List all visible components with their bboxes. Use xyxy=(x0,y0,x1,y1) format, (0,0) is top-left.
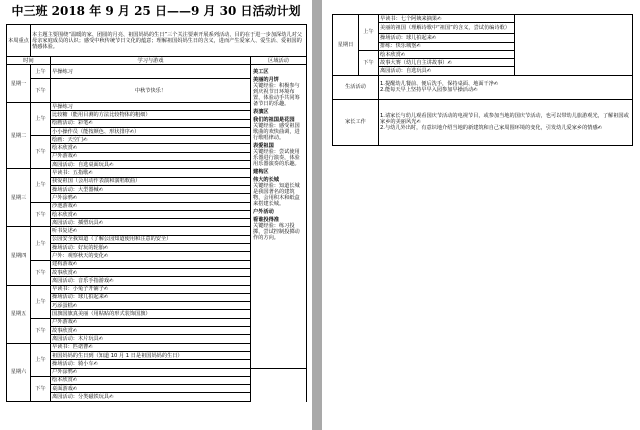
tuesday-morning-item: 比较糖（能用目测的方法比较物体的粗细） xyxy=(51,111,251,119)
area-title: 表爱祖国 xyxy=(253,143,274,149)
area-title: 美工区 xyxy=(253,69,269,75)
area-sub: 我们的祖国是花园 xyxy=(253,117,295,123)
area-body: 关键经验：感受祖国歌曲的欢快曲调，进行歌唱律动。 xyxy=(253,123,300,141)
parent-work-content xyxy=(379,99,633,145)
wednesday-morning-item: 操场活动：大型器械✍ xyxy=(51,185,251,193)
tuesday-afternoon-item: 绘画：天空门✍ xyxy=(51,136,251,144)
pm-label: 下午 xyxy=(31,318,51,343)
friday-morning-item: 巧添蛋糕✍ xyxy=(51,302,251,310)
wednesday-morning-item: 我爱祖国（会用动作表演和演唱歌曲） xyxy=(51,177,251,185)
wednesday-afternoon-item: 绘本欣赏✍ xyxy=(51,210,251,218)
document-page-left xyxy=(0,0,312,430)
friday-afternoon-item: 故事欣赏✍ xyxy=(51,327,251,335)
saturday-afternoon-item: 离园活动：分类磁铁玩具✍ xyxy=(51,393,251,401)
saturday-morning-item: 操场活动：骑小车✍ xyxy=(51,360,251,368)
tuesday-morning-item: 绘画活动：彩笔✍ xyxy=(51,119,251,127)
day-label-monday: 星期一 xyxy=(7,65,31,103)
area-empty-cell xyxy=(515,15,633,76)
sunday-afternoon-item: 绘本欣赏✍ xyxy=(379,50,515,58)
tuesday-afternoon-item: 户外游戏✍ xyxy=(51,152,251,160)
focus-label: 本周重点 xyxy=(7,25,31,57)
area-body: 关键经验：练习投掷，尝试控制投掷动作的方向。 xyxy=(253,223,300,241)
wednesday-morning-item: 早读书：五指歌✍ xyxy=(51,169,251,177)
thursday-morning-item: 操场活动：好玩的轮胎✍ xyxy=(51,244,251,252)
header-activities: 学习与游戏 xyxy=(51,57,251,65)
parent-work-item: 2.与幼儿外出时，有意识地介绍当地的新建筑和自己家周围环境的变化，引发幼儿爱家乡的情感✍ xyxy=(380,125,602,132)
thursday-morning-item: 公园安全我知道（了解公园知道使用和注意的安全） xyxy=(51,235,251,243)
area-body: 关键经验：积极参与到庆祝节日环境布置，体验动手共同筹备节日的乐趣。 xyxy=(253,83,300,107)
area-sub: 美丽的月饼 xyxy=(253,77,279,83)
sunday-morning-item: 美丽的祖国（理解诗歌中“祖国”的含义，尝试仿编诗歌） xyxy=(379,23,515,34)
saturday-afternoon-item: 桌面游戏✍ xyxy=(51,385,251,393)
sunday-afternoon-item: 故事大赛（幼儿自主讲故事）✍ xyxy=(379,59,515,67)
day-label-tuesday: 星期二 xyxy=(7,103,31,169)
thursday-afternoon-item: 建构游戏✍ xyxy=(51,260,251,268)
area-title: 户外活动 xyxy=(253,209,274,215)
day-label-friday: 星期五 xyxy=(7,285,31,343)
tuesday-morning-item: 早操练习 xyxy=(51,103,251,111)
mid-autumn-banner: 中秋节快乐！ xyxy=(51,79,251,103)
tuesday-afternoon-item: 绘本欣赏✍ xyxy=(51,144,251,152)
area-title: 建构区 xyxy=(253,169,269,175)
tuesday-afternoon-item: 离园活动：自选桌面玩具✍ xyxy=(51,161,251,169)
monday-morning-item: 早操练习 xyxy=(51,65,251,79)
day-label-wednesday: 星期三 xyxy=(7,169,31,227)
document-title: 中三班 2018 年 9 月 25 日——9 月 30 日活动计划 xyxy=(11,4,301,18)
sunday-afternoon-item: 离园活动：自选玩具✍ xyxy=(379,67,515,75)
focus-text: 本主题主要围绕“温暖的家、团圆的月亮、祖国妈妈的生日”三个关注要素开展系列活动，目的在于进一步加深幼儿对父母亲家庭成员的认识；感受中秋传统节日文化的蕴意；理解祖国妈妈生日的含义，进而产生爱家人、爱生活、爱祖国的情感体验。 xyxy=(31,25,307,57)
pm-label: 下午 xyxy=(31,376,51,401)
am-label: 上午 xyxy=(31,169,51,202)
wednesday-afternoon-item: 沙池游戏✍ xyxy=(51,202,251,210)
friday-morning-item: 国旗国旗真美丽（用粘贴的形式装饰国旗） xyxy=(51,310,251,318)
pm-label: 下午 xyxy=(31,260,51,285)
friday-morning-item: 操场活动：球儿拍起来✍ xyxy=(51,293,251,301)
life-activities-label: 生活活动 xyxy=(333,75,379,99)
header-time: 时间 xyxy=(7,57,51,65)
am-label: 上午 xyxy=(31,227,51,260)
area-title: 表演区 xyxy=(253,109,269,115)
thursday-afternoon-item: 故事欣赏✍ xyxy=(51,268,251,276)
saturday-morning-item: 早读书：匹诺曹✍ xyxy=(51,343,251,351)
friday-afternoon-item: 离园活动：木片玩具✍ xyxy=(51,335,251,343)
life-item: 2.能每天早上坚持早早入园参加早操活动✍ xyxy=(380,87,478,94)
area-body: 关键经验：知道长城是我国著名的建筑物，会用积木和纸盒来搭建长城。 xyxy=(253,183,300,207)
area-body: 关键经验：尝试使用乐器进行演奏，体验用乐器演奏的乐趣。 xyxy=(253,149,300,167)
parent-work-label: 家长工作 xyxy=(333,99,379,145)
am-label: 上午 xyxy=(31,103,51,136)
am-label: 上午 xyxy=(359,15,379,51)
saturday-morning-item: 祖国妈妈的生日到（知道 10 月 1 日是祖国妈妈的生日） xyxy=(51,351,251,359)
weekly-plan-table xyxy=(6,24,307,402)
sunday-morning-item: 操场活动：球儿拍起来✍ xyxy=(379,34,515,42)
pm-label: 下午 xyxy=(359,50,379,75)
am-label: 上午 xyxy=(31,65,51,79)
area-sub: 伟大的长城 xyxy=(253,177,279,183)
day-label-saturday: 星期六 xyxy=(7,343,31,401)
thursday-morning-item: 户外：观察秋天的变化✍ xyxy=(51,252,251,260)
day-label-sunday: 星期日 xyxy=(333,15,359,76)
sunday-morning-item: 排练：快乐城堡✍ xyxy=(379,42,515,50)
wednesday-morning-item: 户外涂鸦✍ xyxy=(51,194,251,202)
document-page-right xyxy=(322,0,640,430)
saturday-morning-item: 户外涂鸦✍ xyxy=(51,368,251,376)
thursday-morning-item: 听书复述✍ xyxy=(51,227,251,235)
area-activities-column xyxy=(251,65,307,369)
header-area: 区域活动 xyxy=(251,57,307,65)
weekly-plan-table-continued xyxy=(332,14,633,146)
pm-label: 下午 xyxy=(31,79,51,103)
sunday-morning-item: 早读书：七个阿姨来摘果✍ xyxy=(379,15,515,23)
parent-work-item: 1.请家长与幼儿观看国庆节活动的电视节目，或参加当地的国庆节活动，也可以带幼儿旅游观光，了解祖国或家乡的美丽风光✍ xyxy=(380,113,629,126)
pm-label: 下午 xyxy=(31,202,51,227)
friday-morning-item: 早读书：小兔子开铺子✍ xyxy=(51,285,251,293)
pm-label: 下午 xyxy=(31,136,51,169)
wednesday-afternoon-item: 离园活动：插塑玩具✍ xyxy=(51,219,251,227)
day-label-thursday: 星期四 xyxy=(7,227,31,285)
am-label: 上午 xyxy=(31,285,51,318)
life-item: 1.提醒幼儿餐前、便后洗手，保持桌面、地面干净✍ xyxy=(380,81,499,88)
am-label: 上午 xyxy=(31,343,51,376)
tuesday-morning-item: 小小操作员（能按颜色、形状排序✍） xyxy=(51,127,251,135)
thursday-afternoon-item: 离园活动：音乐手指游戏✍ xyxy=(51,277,251,285)
saturday-afternoon-item: 绘本欣赏✍ xyxy=(51,376,251,384)
friday-afternoon-item: 户外游戏✍ xyxy=(51,318,251,326)
life-activities-content xyxy=(379,75,633,99)
area-sub: 看谁投得准 xyxy=(253,217,279,223)
